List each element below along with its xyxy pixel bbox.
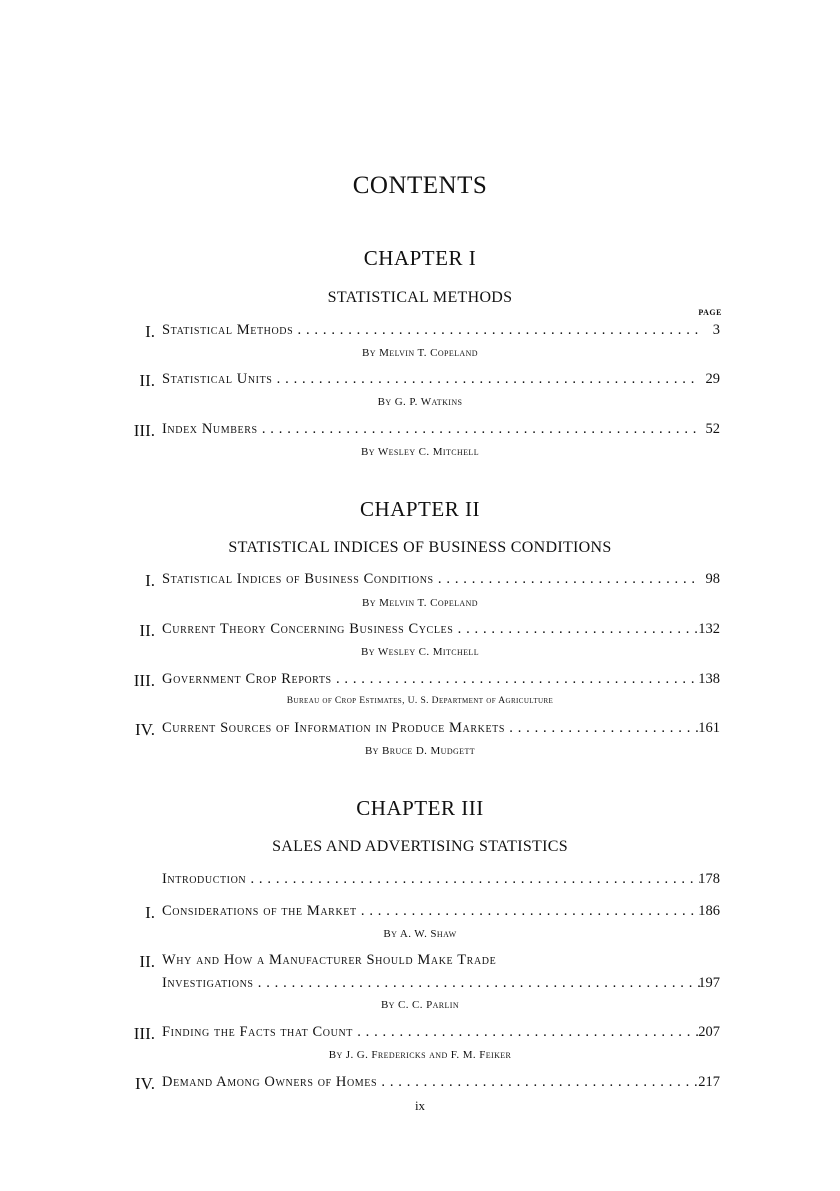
toc-entry[interactable]	[0, 621, 840, 643]
entry-number: I.	[145, 903, 155, 922]
entry-author: By Melvin T. Copeland	[362, 347, 478, 359]
entry-number: IV.	[135, 1074, 155, 1093]
toc-entry[interactable]	[0, 671, 840, 693]
entry-page: 207	[698, 1024, 720, 1040]
entry-number: IV.	[135, 720, 155, 739]
entry-number: II.	[139, 952, 155, 971]
chapter-subtitle: SALES AND ADVERTISING STATISTICS	[272, 838, 568, 855]
entry-page: 197	[698, 975, 720, 991]
toc-entry[interactable]	[0, 1074, 840, 1096]
entry-page: 217	[698, 1074, 720, 1090]
entry-title: Why and How a Manufacturer Should Make Trade	[162, 952, 497, 968]
entry-title: Considerations of the Market . . .	[162, 903, 700, 920]
toc-entry[interactable]	[0, 952, 840, 974]
toc-entry[interactable]	[0, 720, 840, 742]
toc-entry[interactable]	[0, 421, 840, 443]
entry-author: By G. P. Watkins	[377, 396, 463, 408]
entry-page: 52	[705, 421, 720, 437]
toc-entry[interactable]	[0, 571, 840, 593]
entry-page: 3	[712, 322, 720, 338]
entry-title: Current Sources of Information in Produce Markets . . .	[162, 720, 700, 737]
entry-author: By J. G. Fredericks and F. M. Feiker	[328, 1049, 512, 1061]
entry-number: I.	[145, 322, 155, 341]
entry-title-continued: Investigations . . .	[162, 975, 700, 992]
toc-entry[interactable]	[0, 371, 840, 393]
toc-entry[interactable]	[0, 871, 840, 893]
entry-page: 178	[698, 871, 720, 887]
entry-title: Current Theory Concerning Business Cycles . . .	[162, 621, 700, 638]
entry-page: 98	[705, 571, 720, 587]
chapter-subtitle: STATISTICAL METHODS	[327, 289, 513, 306]
chapter-heading: CHAPTER I	[363, 246, 477, 270]
entry-author: By Wesley C. Mitchell	[360, 446, 480, 458]
toc-entry[interactable]	[0, 322, 840, 344]
entry-number: II.	[139, 621, 155, 640]
entry-author: By C. C. Parlin	[380, 999, 460, 1011]
entry-page: 161	[698, 720, 720, 736]
entry-number: II.	[139, 371, 155, 390]
entry-title: Demand Among Owners of Homes . . .	[162, 1074, 700, 1091]
entry-number: III.	[133, 1024, 155, 1043]
entry-page: 138	[698, 671, 720, 687]
entry-title: Statistical Units . . .	[162, 371, 700, 388]
entry-number: III.	[133, 421, 155, 440]
entry-page: 29	[705, 371, 720, 387]
entry-author: By Melvin T. Copeland	[362, 597, 478, 609]
entry-page: 186	[698, 903, 720, 919]
entry-number: III.	[133, 671, 155, 690]
page-folio: ix	[414, 1098, 426, 1113]
entry-title: Statistical Indices of Business Conditions . . .	[162, 571, 700, 588]
toc-entry[interactable]	[0, 1024, 840, 1046]
entry-author: By Bruce D. Mudgett	[364, 745, 476, 757]
page-column-header: PAGE	[698, 308, 722, 317]
entry-title: Statistical Methods . . .	[162, 322, 700, 339]
entry-title: Government Crop Reports . . .	[162, 671, 700, 688]
page-title: CONTENTS	[352, 172, 488, 199]
entry-number: I.	[145, 571, 155, 590]
entry-title: Finding the Facts that Count . . .	[162, 1024, 700, 1041]
chapter-heading: CHAPTER III	[356, 796, 484, 820]
entry-title: Index Numbers . . .	[162, 421, 700, 438]
chapter-heading: CHAPTER II	[360, 497, 480, 521]
entry-author: By Wesley C. Mitchell	[360, 646, 480, 658]
toc-entry[interactable]	[0, 903, 840, 925]
entry-author: By A. W. Shaw	[383, 928, 457, 940]
chapter-subtitle: STATISTICAL INDICES OF BUSINESS CONDITIONS	[228, 539, 612, 556]
entry-author: Bureau of Crop Estimates, U. S. Department of Agriculture	[286, 696, 554, 706]
toc-entry-continuation[interactable]	[0, 975, 840, 997]
entry-title: Introduction . . .	[162, 871, 700, 888]
entry-page: 132	[698, 621, 720, 637]
